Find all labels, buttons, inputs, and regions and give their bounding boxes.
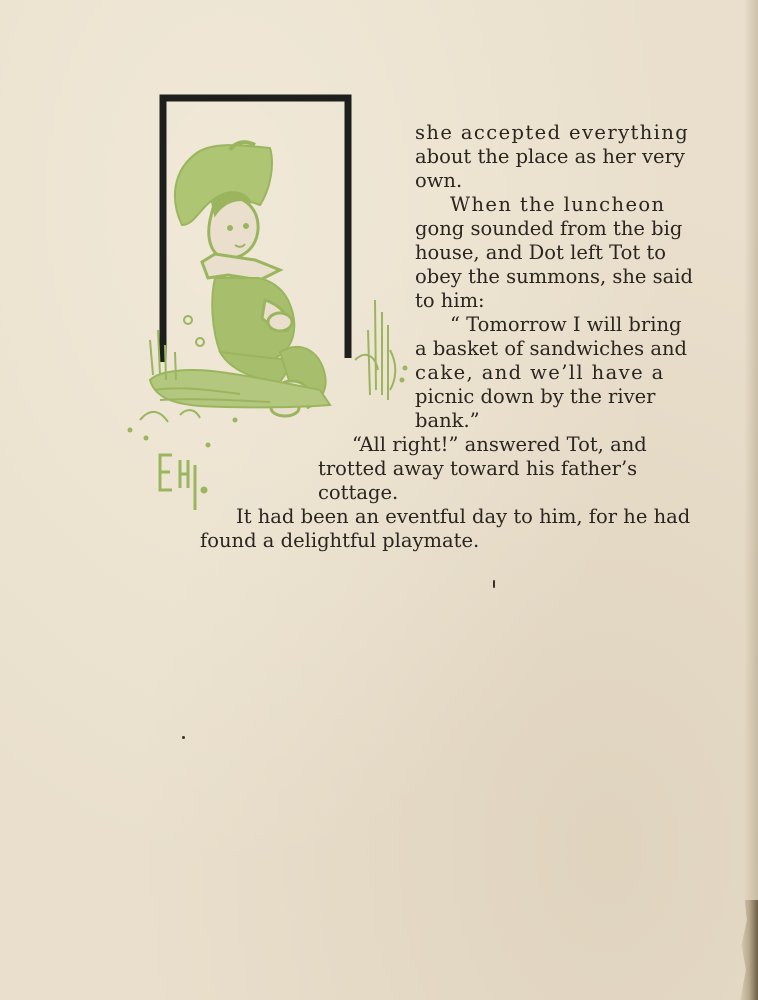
text-line-16: cottage. — [318, 481, 399, 504]
artist-monogram — [160, 455, 206, 510]
paper-speck — [182, 736, 185, 739]
text-line-7: obey the summons, she said — [415, 265, 694, 288]
text-line-9: “ Tomorrow I will bring — [450, 313, 682, 336]
text-line-13: bank.” — [415, 409, 480, 432]
text-line-6: house, and Dot left Tot to — [415, 241, 666, 264]
text-line-1: she accepted everything — [415, 121, 690, 144]
text-line-8: to him: — [415, 289, 485, 312]
text-line-3: own. — [415, 169, 463, 192]
text-line-10: a basket of sandwiches and — [415, 337, 687, 360]
text-line-15: trotted away toward his father’s — [318, 457, 638, 480]
paper-speck — [493, 580, 495, 588]
text-line-18: found a delightful playmate. — [200, 529, 480, 552]
text-line-5: gong sounded from the big — [415, 217, 683, 240]
page-edge-shadow — [744, 0, 758, 1000]
text-line-14: “All right!” answered Tot, and — [352, 433, 647, 456]
torn-page-edge — [736, 900, 758, 1000]
text-line-11: cake, and we’ll have a — [415, 361, 665, 384]
text-line-4: When the luncheon — [450, 193, 666, 216]
text-line-17: It had been an eventful day to him, for he had — [236, 505, 691, 528]
text-line-12: picnic down by the river — [415, 385, 656, 408]
text-line-2: about the place as her very — [415, 145, 685, 168]
